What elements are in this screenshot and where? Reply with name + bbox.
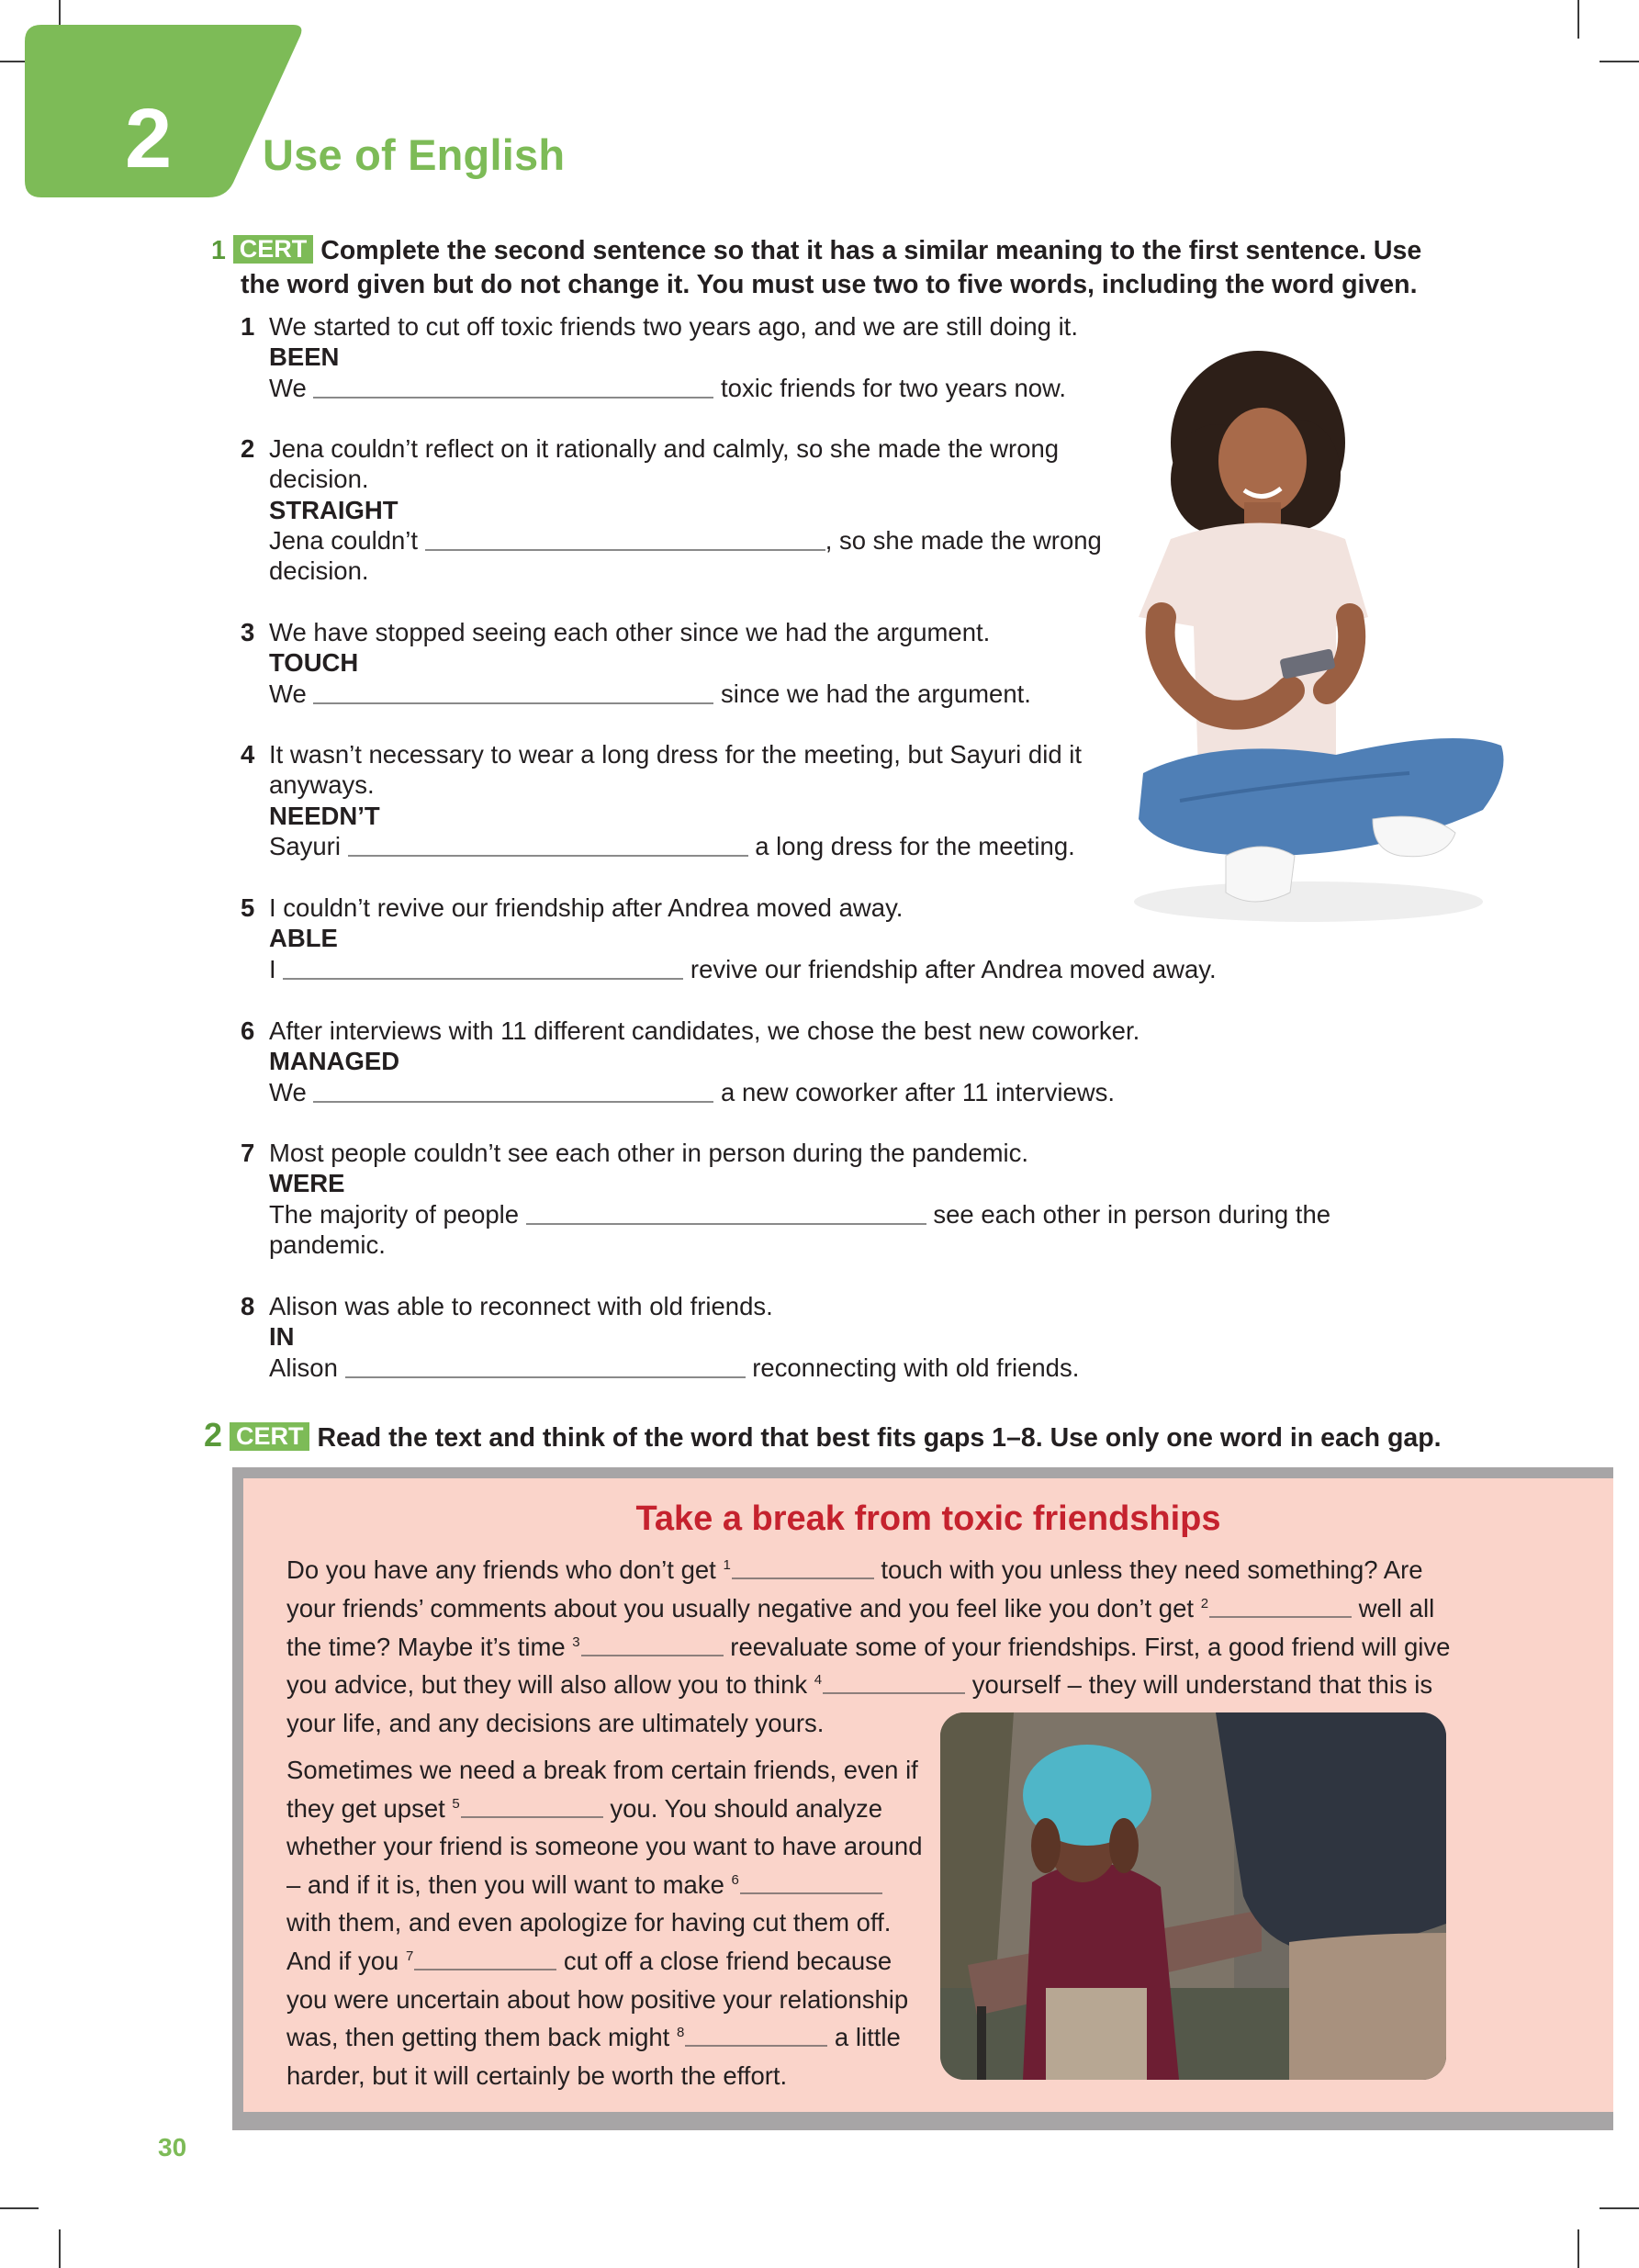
text-run: a little harder, but it will certainly be worth the effort.: [286, 2023, 901, 2090]
keyword: STRAIGHT: [269, 495, 399, 524]
item-number: 8: [241, 1292, 255, 1320]
text-run: cut off a close friend because you were uncertain about how positive your relationship was, then getting them back might: [286, 1946, 909, 2052]
gap-blank-7[interactable]: [414, 1950, 556, 1970]
original-sentence: Alison was able to reconnect with old friends.: [269, 1292, 773, 1320]
reading-text-panel: [243, 1478, 1613, 2112]
original-sentence: Jena couldn’t reflect on it rationally and calmly, so she made the wrong: [269, 434, 1060, 463]
transformation-item: [241, 1016, 1139, 1107]
text-run: reevaluate some of your friendships. First, a good friend will give you advice, but they will also allow you to think: [286, 1632, 1451, 1700]
sentence-suffix: a long dress for the meeting.: [755, 831, 1075, 860]
item-number: 6: [241, 1016, 255, 1045]
keyword: MANAGED: [269, 1047, 400, 1076]
answer-blank[interactable]: [283, 958, 683, 980]
keyword: BEEN: [269, 342, 340, 372]
gap-blank-2[interactable]: [1209, 1598, 1352, 1618]
transformation-item: [241, 617, 1031, 709]
instruction-text: Complete the second sentence so that it has a similar meaning to the first sentence. Use: [320, 236, 1422, 265]
cert-badge: CERT: [233, 235, 314, 264]
sentence-suffix: since we had the argument.: [721, 679, 1031, 708]
original-sentence: We have stopped seeing each other since we had the argument.: [269, 618, 991, 646]
article-title: Take a break from toxic friendships: [635, 1499, 1221, 1538]
photo-upset-woman-on-bench: [940, 1712, 1446, 2080]
text-run: Do you have any friends who don’t get: [286, 1555, 724, 1584]
gap-number: 5: [452, 1795, 460, 1812]
sentence-suffix: decision.: [269, 556, 369, 586]
transformation-item: [241, 1291, 1079, 1383]
answer-blank[interactable]: [313, 682, 713, 704]
item-number: 5: [241, 893, 255, 922]
gap-number: 6: [731, 1871, 739, 1888]
crop-mark: [1577, 2229, 1579, 2268]
answer-blank[interactable]: [348, 835, 748, 857]
original-sentence: Most people couldn’t see each other in person during the pandemic.: [269, 1139, 1029, 1167]
sentence-suffix: toxic friends for two years now.: [721, 373, 1067, 402]
item-number: 3: [241, 618, 255, 646]
transformation-item: [241, 1138, 1330, 1260]
text-run: you. You should analyze whether your friend is someone you want to have around – and if it is, then you will want to make: [286, 1793, 923, 1899]
answer-blank[interactable]: [345, 1356, 746, 1378]
item-number: 2: [241, 434, 255, 463]
original-sentence: After interviews with 11 different candidates, we chose the best new coworker.: [269, 1016, 1140, 1045]
article-paragraph: [286, 1751, 929, 2094]
cert-badge: CERT: [230, 1422, 310, 1451]
transformation-item: [241, 893, 1217, 984]
item-number: 7: [241, 1139, 255, 1167]
gap-number: 3: [572, 1634, 580, 1650]
sentence-suffix: , so she made the wrong: [825, 525, 1102, 555]
keyword: ABLE: [269, 924, 338, 953]
exercise-number: 1: [211, 236, 226, 265]
crop-mark: [1600, 2207, 1639, 2209]
keyword: WERE: [269, 1169, 345, 1198]
page-number: 30: [158, 2133, 187, 2161]
original-sentence: decision.: [269, 465, 369, 494]
transformation-item: [241, 739, 1082, 861]
text-run: touch with you unless they need something? Are your friends’ comments about you usually negative and you feel like you don’t get: [286, 1555, 1423, 1622]
gap-number: 1: [723, 1557, 731, 1573]
sentence-prefix: We: [269, 373, 307, 402]
keyword: TOUCH: [269, 648, 359, 678]
sentence-prefix: We: [269, 1077, 307, 1106]
gap-blank-4[interactable]: [823, 1674, 965, 1694]
keyword: NEEDN’T: [269, 801, 380, 830]
original-sentence: I couldn’t revive our friendship after Andrea moved away.: [269, 893, 904, 922]
answer-blank[interactable]: [425, 529, 825, 551]
section-title: Use of English: [263, 130, 566, 179]
original-sentence: It wasn’t necessary to wear a long dress for the meeting, but Sayuri did it: [269, 740, 1083, 769]
crop-mark: [1600, 61, 1639, 62]
answer-blank[interactable]: [313, 1081, 713, 1103]
gap-blank-3[interactable]: [581, 1636, 724, 1656]
gap-number: 2: [1200, 1595, 1209, 1611]
sentence-prefix: Alison: [269, 1353, 338, 1382]
gap-number: 7: [405, 1948, 414, 1964]
item-number: 4: [241, 740, 255, 769]
sentence-prefix: The majority of people: [269, 1199, 520, 1229]
reading-text-box: [232, 1467, 1613, 2130]
exercise-number: 2: [204, 1416, 223, 1454]
keyword: IN: [269, 1322, 295, 1352]
text-run: yourself – they will understand that this is your life, and any decisions are ultimately yours.: [286, 1670, 1433, 1738]
gap-number: 8: [676, 2025, 685, 2041]
text-run: with them, and even apologize for having cut them off. And if you: [286, 1908, 892, 1975]
sentence-suffix: revive our friendship after Andrea moved away.: [690, 954, 1217, 983]
gap-blank-6[interactable]: [740, 1874, 882, 1894]
exercise1-instruction: [211, 234, 1497, 302]
photo-woman-with-phone: [1106, 342, 1510, 938]
gap-blank-5[interactable]: [461, 1798, 603, 1818]
answer-blank[interactable]: [313, 376, 713, 399]
instruction-text: Read the text and think of the word that best fits gaps 1–8. Use only one word in each gap.: [317, 1423, 1442, 1453]
instruction-text: the word given but do not change it. You must use two to five words, including the word given.: [241, 270, 1418, 299]
sentence-prefix: Sayuri: [269, 831, 341, 860]
crop-mark: [0, 2207, 39, 2209]
crop-mark: [1577, 0, 1579, 39]
crop-mark: [59, 2229, 61, 2268]
transformation-item: [241, 311, 1078, 403]
gap-number: 4: [814, 1672, 823, 1689]
sentence-prefix: We: [269, 679, 307, 708]
exercise2-instruction: [204, 1418, 1581, 1455]
gap-blank-1[interactable]: [732, 1559, 874, 1579]
original-sentence: We started to cut off toxic friends two years ago, and we are still doing it.: [269, 312, 1078, 341]
transformation-item: [241, 433, 1102, 586]
sentence-suffix: see each other in person during the: [933, 1199, 1331, 1229]
sentence-prefix: Jena couldn’t: [269, 525, 419, 555]
sentence-suffix: a new coworker after 11 interviews.: [721, 1077, 1116, 1106]
sentence-suffix: reconnecting with old friends.: [752, 1353, 1080, 1382]
text-run: well all the time? Maybe it’s time: [286, 1593, 1435, 1661]
sentence-suffix: pandemic.: [269, 1229, 386, 1259]
gap-blank-8[interactable]: [685, 2027, 827, 2047]
item-number: 1: [241, 312, 255, 341]
chapter-number: 2: [125, 92, 173, 185]
answer-blank[interactable]: [526, 1203, 926, 1225]
text-run: Sometimes we need a break from certain friends, even if they get upset: [286, 1756, 918, 1823]
original-sentence: anyways.: [269, 770, 375, 800]
sentence-prefix: I: [269, 954, 276, 983]
